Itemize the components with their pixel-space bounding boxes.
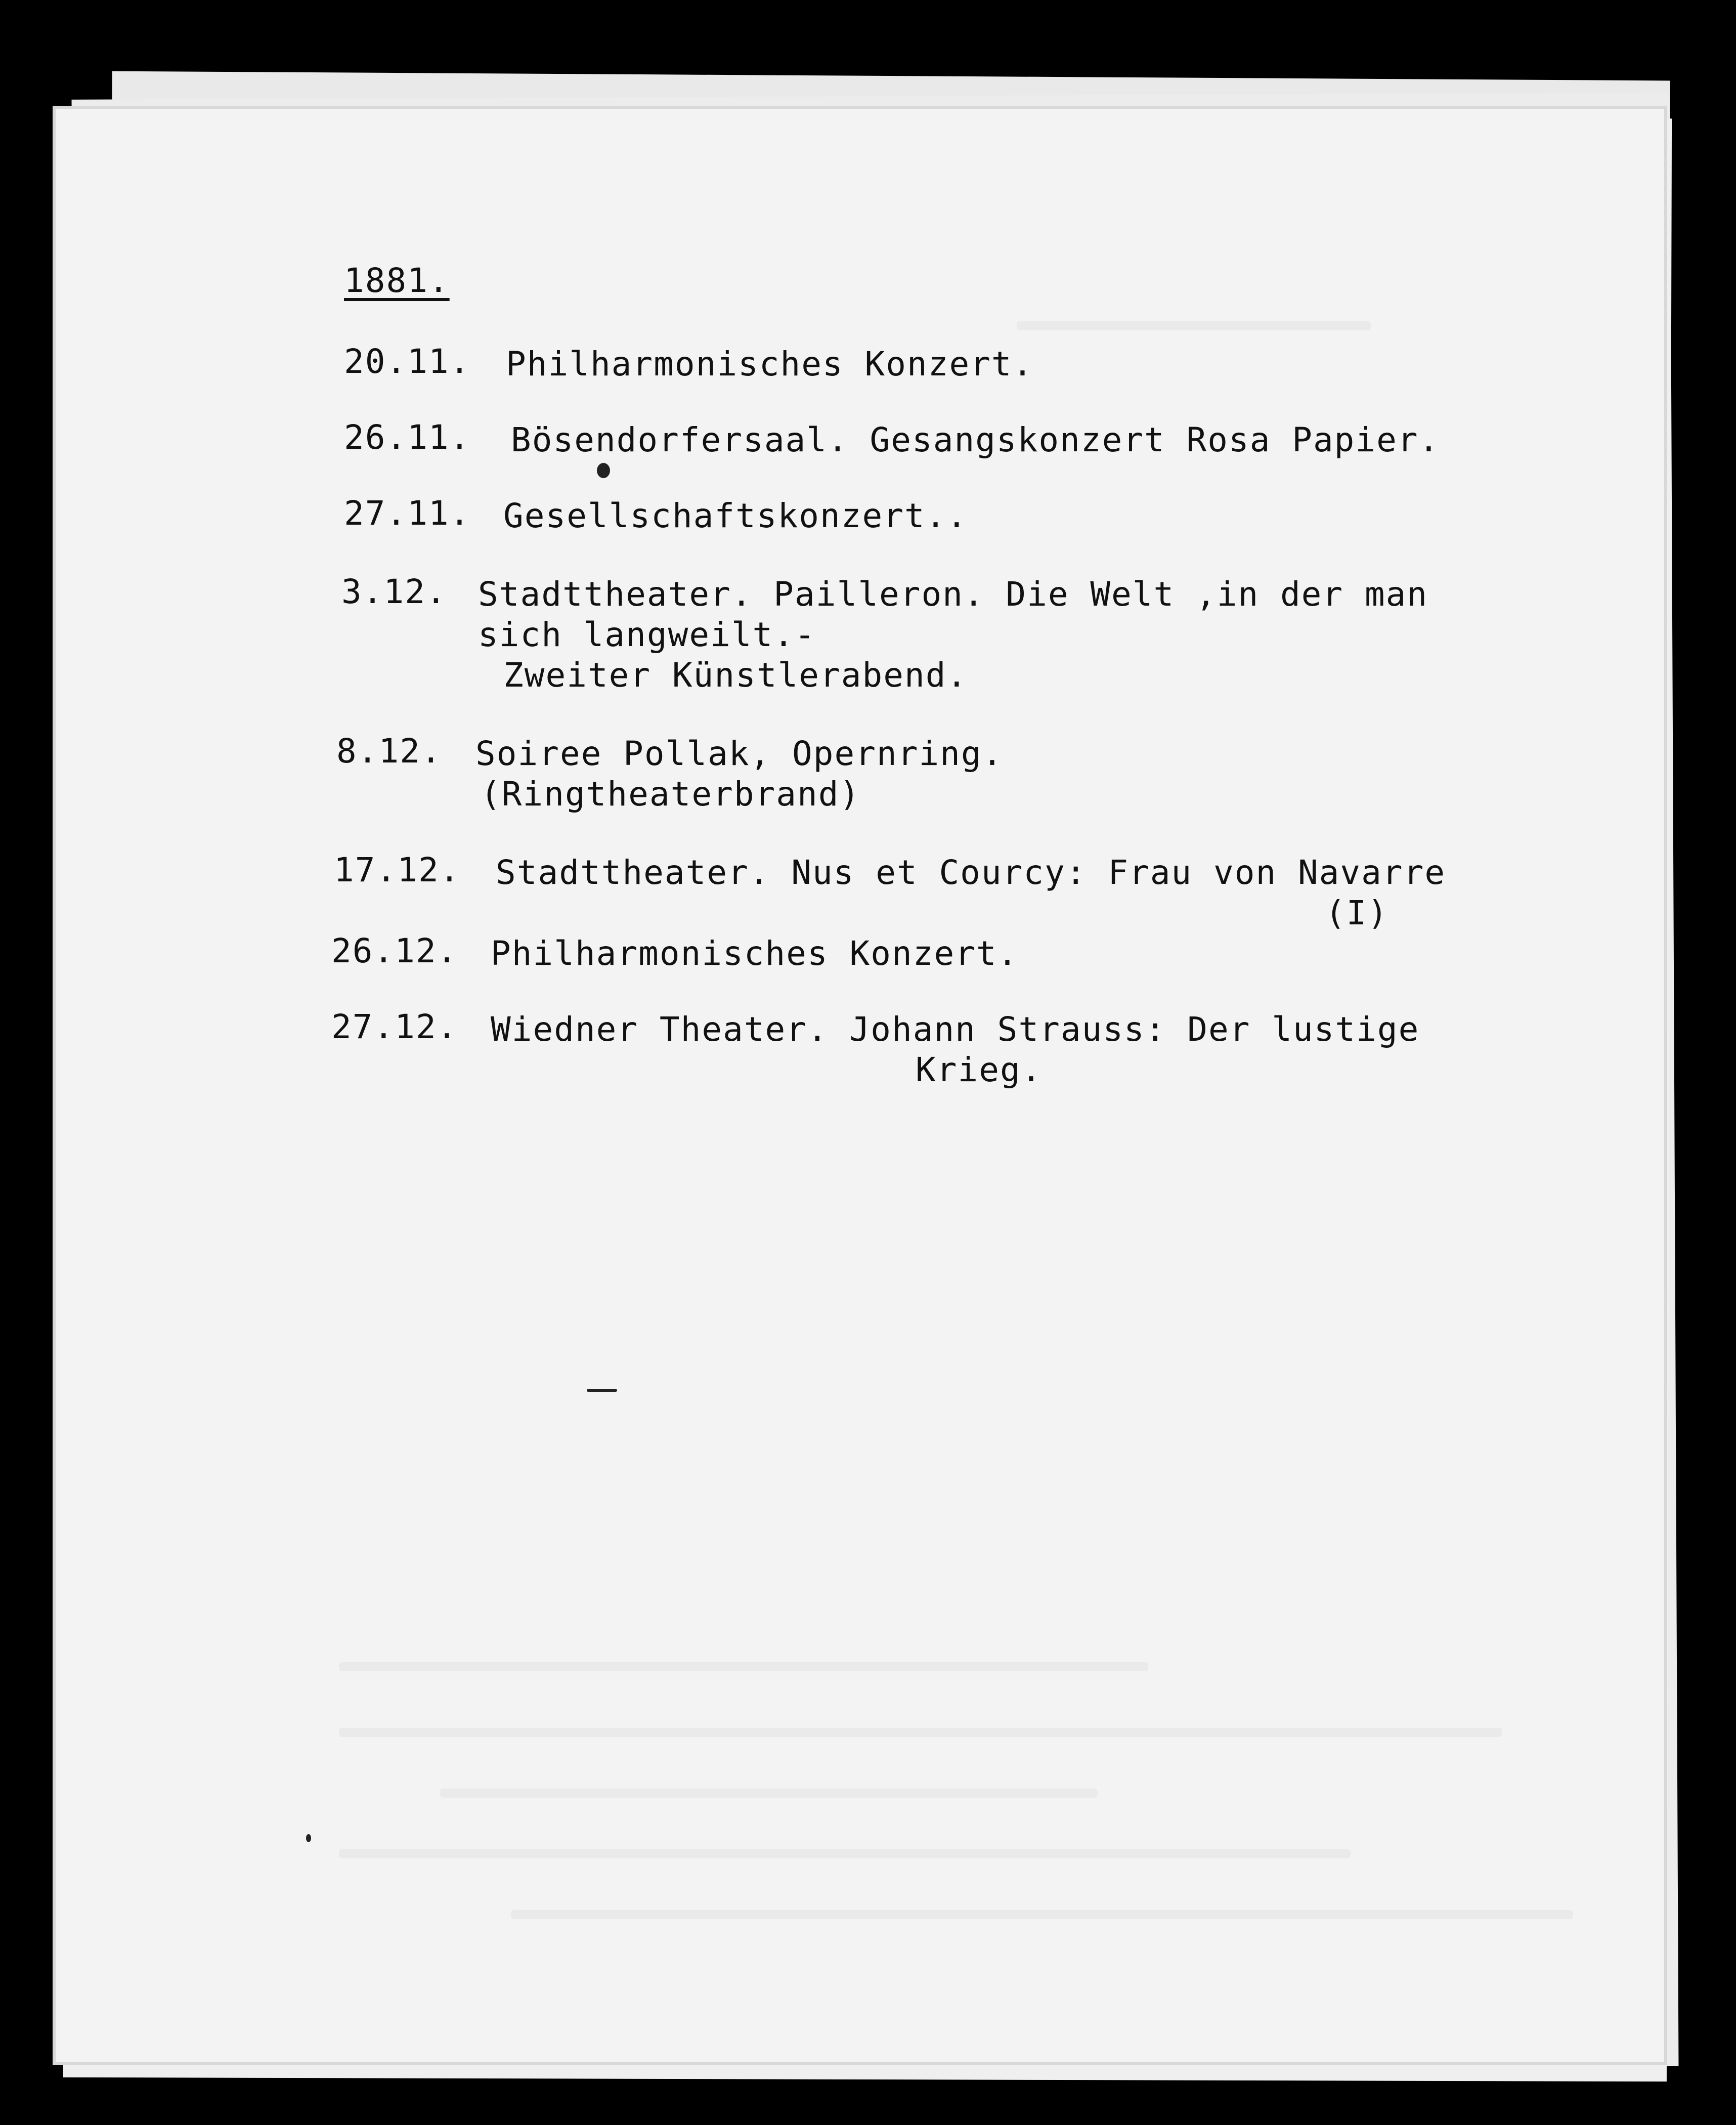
bleed-through-mark [339, 1849, 1351, 1858]
entry-text: Philharmonisches Konzert. [506, 345, 1034, 384]
entry-date: 27.11. [344, 494, 471, 533]
entry-text: Zweiter Künstlerabend. [503, 656, 968, 695]
entry-text: Gesellschaftskonzert.. [503, 496, 968, 535]
year-heading: 1881. [344, 261, 450, 300]
entry-date: 26.11. [344, 418, 471, 457]
entry-text: Soiree Pollak, Opernring. [475, 734, 1004, 773]
entry-text: Stadttheater. Pailleron. Die Welt ,in der man [478, 575, 1428, 614]
entry-text: Philharmonisches Konzert. [491, 934, 1019, 973]
bleed-through-mark [339, 1662, 1148, 1671]
entry-text: Stadttheater. Nus et Courcy: Frau von Navarre [496, 853, 1446, 892]
entry-text: (Ringtheaterbrand) [481, 775, 861, 814]
entry-date: 20.11. [344, 342, 471, 381]
entry-text: Bösendorfersaal. Gesangskonzert Rosa Papier. [511, 420, 1440, 459]
bleed-through-mark [339, 1728, 1502, 1737]
entry-date: 17.12. [334, 851, 461, 889]
entry-date: 26.12. [331, 931, 458, 970]
entry-text: Krieg. [916, 1050, 1043, 1089]
ink-mark [306, 1834, 311, 1842]
entry-text: (I) [1325, 894, 1389, 932]
entry-date: 8.12. [336, 732, 442, 771]
entry-date: 3.12. [341, 572, 447, 611]
entry-date: 27.12. [331, 1007, 458, 1046]
bleed-through-mark [440, 1789, 1098, 1798]
ink-blot [597, 463, 610, 478]
typewritten-page [56, 109, 1664, 2062]
bleed-through-mark [1017, 321, 1371, 330]
entry-text: Wiedner Theater. Johann Strauss: Der lustige [491, 1010, 1420, 1049]
entry-text: sich langweilt.- [478, 615, 816, 654]
ink-mark [587, 1389, 617, 1392]
bleed-through-mark [511, 1910, 1573, 1919]
